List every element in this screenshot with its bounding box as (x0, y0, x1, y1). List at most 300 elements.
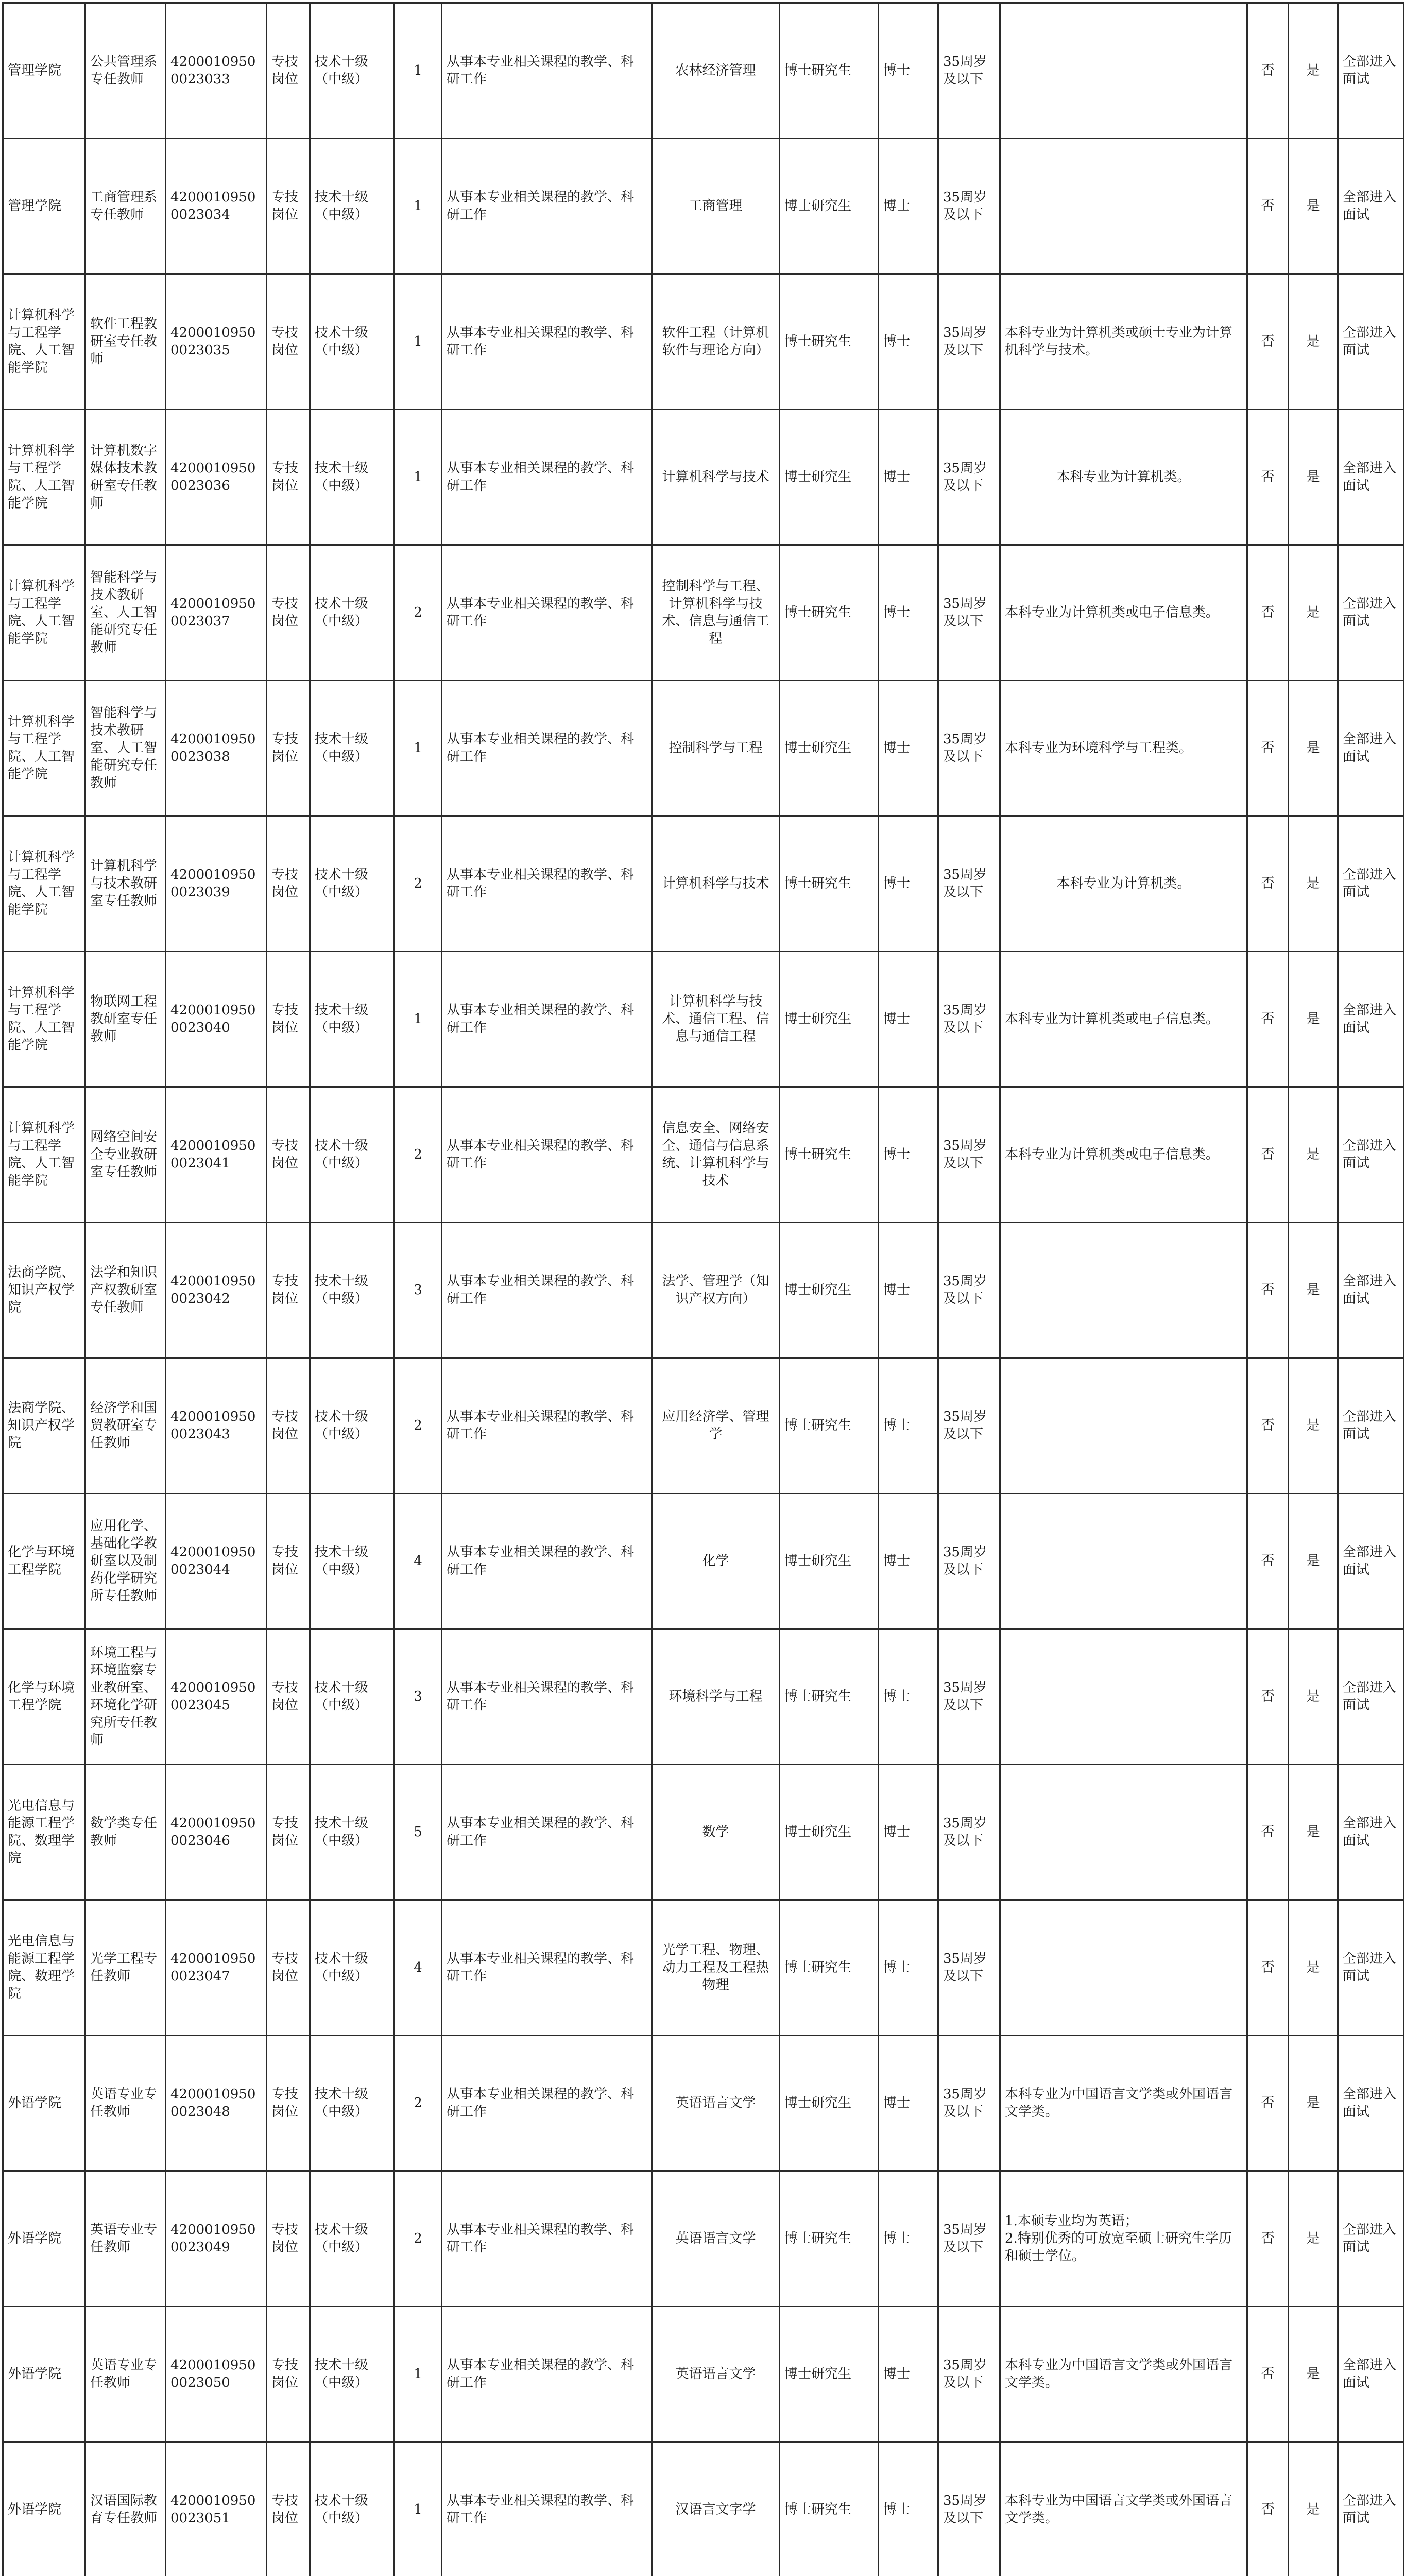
major-cell: 法学、管理学（知识产权方向） (652, 1223, 780, 1358)
degree-cell: 博士 (879, 1629, 938, 1765)
position-type-cell: 专技岗位 (267, 545, 310, 681)
headcount-cell: 2 (395, 1358, 442, 1494)
position-code-cell: 42000109500023036 (166, 410, 267, 545)
flag-no-cell: 否 (1247, 2442, 1289, 2576)
flag-no-cell: 否 (1247, 545, 1289, 681)
major-cell: 应用经济学、管理学 (652, 1358, 780, 1494)
position-level-cell: 技术十级（中级） (310, 681, 395, 816)
table-row (3, 1765, 1404, 1900)
degree-cell: 博士 (879, 1087, 938, 1223)
flag-no-cell: 否 (1247, 2171, 1289, 2307)
flag-yes-cell: 是 (1289, 1494, 1338, 1629)
exam-method-cell: 全部进入面试 (1338, 1223, 1404, 1358)
flag-yes-cell: 是 (1289, 681, 1338, 816)
headcount-cell: 1 (395, 410, 442, 545)
degree-cell: 博士 (879, 2307, 938, 2442)
position-type-cell: 专技岗位 (267, 2307, 310, 2442)
table-row (3, 1494, 1404, 1629)
flag-yes-cell: 是 (1289, 3, 1338, 139)
flag-no-cell: 否 (1247, 1765, 1289, 1900)
other-requirements-cell: 本科专业为中国语言文学类或外国语言文学类。 (1000, 2442, 1247, 2576)
table-row (3, 2442, 1404, 2576)
flag-no-cell: 否 (1247, 139, 1289, 274)
position-cell: 英语专业专任教师 (85, 2307, 166, 2442)
exam-method-cell: 全部进入面试 (1338, 410, 1404, 545)
headcount-cell: 4 (395, 1900, 442, 2036)
age-cell: 35周岁及以下 (938, 545, 1000, 681)
other-requirements-cell (1000, 1765, 1247, 1900)
position-cell: 工商管理系专任教师 (85, 139, 166, 274)
age-cell: 35周岁及以下 (938, 410, 1000, 545)
other-requirements-cell (1000, 139, 1247, 274)
unit-cell: 法商学院、知识产权学院 (3, 1358, 85, 1494)
position-level-cell: 技术十级（中级） (310, 139, 395, 274)
headcount-cell: 1 (395, 2307, 442, 2442)
duty-cell: 从事本专业相关课程的教学、科研工作 (442, 1629, 652, 1765)
headcount-cell: 3 (395, 1223, 442, 1358)
duty-cell: 从事本专业相关课程的教学、科研工作 (442, 1765, 652, 1900)
unit-cell: 外语学院 (3, 2442, 85, 2576)
headcount-cell: 2 (395, 816, 442, 952)
position-code-cell: 42000109500023049 (166, 2171, 267, 2307)
table-row (3, 681, 1404, 816)
headcount-cell: 1 (395, 274, 442, 410)
exam-method-cell: 全部进入面试 (1338, 274, 1404, 410)
exam-method-cell: 全部进入面试 (1338, 1765, 1404, 1900)
position-type-cell: 专技岗位 (267, 1765, 310, 1900)
unit-cell: 化学与环境工程学院 (3, 1629, 85, 1765)
table-row (3, 2036, 1404, 2171)
duty-cell: 从事本专业相关课程的教学、科研工作 (442, 681, 652, 816)
unit-cell: 外语学院 (3, 2307, 85, 2442)
duty-cell: 从事本专业相关课程的教学、科研工作 (442, 952, 652, 1087)
duty-cell: 从事本专业相关课程的教学、科研工作 (442, 3, 652, 139)
major-cell: 英语语言文学 (652, 2171, 780, 2307)
exam-method-cell: 全部进入面试 (1338, 3, 1404, 139)
education-cell: 博士研究生 (780, 816, 879, 952)
headcount-cell: 1 (395, 952, 442, 1087)
position-cell: 计算机科学与技术教研室专任教师 (85, 816, 166, 952)
major-cell: 数学 (652, 1765, 780, 1900)
unit-cell: 光电信息与能源工程学院、数理学院 (3, 1900, 85, 2036)
duty-cell: 从事本专业相关课程的教学、科研工作 (442, 816, 652, 952)
education-cell: 博士研究生 (780, 545, 879, 681)
degree-cell: 博士 (879, 410, 938, 545)
duty-cell: 从事本专业相关课程的教学、科研工作 (442, 545, 652, 681)
table-row (3, 1629, 1404, 1765)
flag-no-cell: 否 (1247, 2036, 1289, 2171)
age-cell: 35周岁及以下 (938, 1629, 1000, 1765)
flag-yes-cell: 是 (1289, 1358, 1338, 1494)
education-cell: 博士研究生 (780, 274, 879, 410)
other-requirements-cell: 本科专业为环境科学与工程类。 (1000, 681, 1247, 816)
duty-cell: 从事本专业相关课程的教学、科研工作 (442, 2307, 652, 2442)
unit-cell: 外语学院 (3, 2171, 85, 2307)
exam-method-cell: 全部进入面试 (1338, 816, 1404, 952)
degree-cell: 博士 (879, 952, 938, 1087)
unit-cell: 计算机科学与工程学院、人工智能学院 (3, 1087, 85, 1223)
position-code-cell: 42000109500023041 (166, 1087, 267, 1223)
headcount-cell: 2 (395, 2171, 442, 2307)
age-cell: 35周岁及以下 (938, 1223, 1000, 1358)
major-cell: 工商管理 (652, 139, 780, 274)
position-level-cell: 技术十级（中级） (310, 2171, 395, 2307)
other-requirements-cell (1000, 1629, 1247, 1765)
degree-cell: 博士 (879, 2442, 938, 2576)
education-cell: 博士研究生 (780, 1900, 879, 2036)
position-level-cell: 技术十级（中级） (310, 816, 395, 952)
major-cell: 化学 (652, 1494, 780, 1629)
flag-no-cell: 否 (1247, 1494, 1289, 1629)
position-level-cell: 技术十级（中级） (310, 2307, 395, 2442)
duty-cell: 从事本专业相关课程的教学、科研工作 (442, 1900, 652, 2036)
position-level-cell: 技术十级（中级） (310, 545, 395, 681)
unit-cell: 计算机科学与工程学院、人工智能学院 (3, 816, 85, 952)
table-row (3, 1358, 1404, 1494)
major-cell: 英语语言文学 (652, 2036, 780, 2171)
major-cell: 光学工程、物理、动力工程及工程热物理 (652, 1900, 780, 2036)
position-type-cell: 专技岗位 (267, 952, 310, 1087)
major-cell: 环境科学与工程 (652, 1629, 780, 1765)
education-cell: 博士研究生 (780, 3, 879, 139)
position-cell: 公共管理系专任教师 (85, 3, 166, 139)
position-type-cell: 专技岗位 (267, 2036, 310, 2171)
position-level-cell: 技术十级（中级） (310, 2442, 395, 2576)
major-cell: 农林经济管理 (652, 3, 780, 139)
position-code-cell: 42000109500023050 (166, 2307, 267, 2442)
flag-no-cell: 否 (1247, 1358, 1289, 1494)
flag-yes-cell: 是 (1289, 1900, 1338, 2036)
degree-cell: 博士 (879, 1494, 938, 1629)
degree-cell: 博士 (879, 1223, 938, 1358)
exam-method-cell: 全部进入面试 (1338, 2442, 1404, 2576)
flag-yes-cell: 是 (1289, 952, 1338, 1087)
position-type-cell: 专技岗位 (267, 1629, 310, 1765)
education-cell: 博士研究生 (780, 139, 879, 274)
duty-cell: 从事本专业相关课程的教学、科研工作 (442, 1223, 652, 1358)
flag-yes-cell: 是 (1289, 410, 1338, 545)
position-code-cell: 42000109500023042 (166, 1223, 267, 1358)
flag-no-cell: 否 (1247, 3, 1289, 139)
unit-cell: 管理学院 (3, 139, 85, 274)
position-level-cell: 技术十级（中级） (310, 1223, 395, 1358)
education-cell: 博士研究生 (780, 2171, 879, 2307)
exam-method-cell: 全部进入面试 (1338, 952, 1404, 1087)
education-cell: 博士研究生 (780, 1223, 879, 1358)
degree-cell: 博士 (879, 2036, 938, 2171)
position-code-cell: 42000109500023038 (166, 681, 267, 816)
position-code-cell: 42000109500023043 (166, 1358, 267, 1494)
degree-cell: 博士 (879, 3, 938, 139)
age-cell: 35周岁及以下 (938, 2307, 1000, 2442)
position-code-cell: 42000109500023047 (166, 1900, 267, 2036)
degree-cell: 博士 (879, 1765, 938, 1900)
flag-yes-cell: 是 (1289, 139, 1338, 274)
position-cell: 光学工程专任教师 (85, 1900, 166, 2036)
flag-yes-cell: 是 (1289, 2036, 1338, 2171)
headcount-cell: 1 (395, 3, 442, 139)
age-cell: 35周岁及以下 (938, 1494, 1000, 1629)
age-cell: 35周岁及以下 (938, 2036, 1000, 2171)
exam-method-cell: 全部进入面试 (1338, 1358, 1404, 1494)
degree-cell: 博士 (879, 1358, 938, 1494)
education-cell: 博士研究生 (780, 1494, 879, 1629)
position-cell: 物联网工程教研室专任教师 (85, 952, 166, 1087)
major-cell: 控制科学与工程 (652, 681, 780, 816)
table-row (3, 3, 1404, 139)
exam-method-cell: 全部进入面试 (1338, 1494, 1404, 1629)
position-type-cell: 专技岗位 (267, 274, 310, 410)
position-type-cell: 专技岗位 (267, 1358, 310, 1494)
degree-cell: 博士 (879, 816, 938, 952)
position-level-cell: 技术十级（中级） (310, 3, 395, 139)
position-type-cell: 专技岗位 (267, 410, 310, 545)
flag-no-cell: 否 (1247, 681, 1289, 816)
position-cell: 软件工程教研室专任教师 (85, 274, 166, 410)
position-code-cell: 42000109500023035 (166, 274, 267, 410)
position-code-cell: 42000109500023040 (166, 952, 267, 1087)
table-row (3, 1900, 1404, 2036)
flag-no-cell: 否 (1247, 410, 1289, 545)
age-cell: 35周岁及以下 (938, 681, 1000, 816)
position-type-cell: 专技岗位 (267, 2171, 310, 2307)
position-level-cell: 技术十级（中级） (310, 410, 395, 545)
flag-no-cell: 否 (1247, 1087, 1289, 1223)
position-cell: 应用化学、基础化学教研室以及制药化学研究所专任教师 (85, 1494, 166, 1629)
duty-cell: 从事本专业相关课程的教学、科研工作 (442, 1087, 652, 1223)
unit-cell: 法商学院、知识产权学院 (3, 1223, 85, 1358)
flag-no-cell: 否 (1247, 816, 1289, 952)
headcount-cell: 4 (395, 1494, 442, 1629)
exam-method-cell: 全部进入面试 (1338, 139, 1404, 274)
unit-cell: 管理学院 (3, 3, 85, 139)
flag-yes-cell: 是 (1289, 1087, 1338, 1223)
other-requirements-cell: 本科专业为计算机类或硕士专业为计算机科学与技术。 (1000, 274, 1247, 410)
headcount-cell: 5 (395, 1765, 442, 1900)
education-cell: 博士研究生 (780, 1358, 879, 1494)
flag-yes-cell: 是 (1289, 1629, 1338, 1765)
position-level-cell: 技术十级（中级） (310, 1765, 395, 1900)
other-requirements-cell: 本科专业为计算机类或电子信息类。 (1000, 1087, 1247, 1223)
major-cell: 计算机科学与技术、通信工程、信息与通信工程 (652, 952, 780, 1087)
age-cell: 35周岁及以下 (938, 139, 1000, 274)
exam-method-cell: 全部进入面试 (1338, 2171, 1404, 2307)
position-code-cell: 42000109500023033 (166, 3, 267, 139)
age-cell: 35周岁及以下 (938, 2442, 1000, 2576)
table-row (3, 952, 1404, 1087)
age-cell: 35周岁及以下 (938, 1765, 1000, 1900)
other-requirements-cell (1000, 1358, 1247, 1494)
position-level-cell: 技术十级（中级） (310, 952, 395, 1087)
age-cell: 35周岁及以下 (938, 952, 1000, 1087)
other-requirements-cell: 本科专业为计算机类或电子信息类。 (1000, 952, 1247, 1087)
other-requirements-cell: 本科专业为中国语言文学类或外国语言文学类。 (1000, 2036, 1247, 2171)
age-cell: 35周岁及以下 (938, 1900, 1000, 2036)
position-type-cell: 专技岗位 (267, 1900, 310, 2036)
position-level-cell: 技术十级（中级） (310, 274, 395, 410)
education-cell: 博士研究生 (780, 1629, 879, 1765)
other-requirements-cell: 1.本硕专业均为英语； 2.特别优秀的可放宽至硕士研究生学历和硕士学位。 (1000, 2171, 1247, 2307)
table-row (3, 410, 1404, 545)
flag-no-cell: 否 (1247, 1629, 1289, 1765)
table-row (3, 545, 1404, 681)
other-requirements-cell (1000, 1223, 1247, 1358)
degree-cell: 博士 (879, 274, 938, 410)
age-cell: 35周岁及以下 (938, 274, 1000, 410)
duty-cell: 从事本专业相关课程的教学、科研工作 (442, 1358, 652, 1494)
exam-method-cell: 全部进入面试 (1338, 545, 1404, 681)
flag-no-cell: 否 (1247, 1900, 1289, 2036)
duty-cell: 从事本专业相关课程的教学、科研工作 (442, 139, 652, 274)
other-requirements-cell (1000, 1494, 1247, 1629)
age-cell: 35周岁及以下 (938, 1087, 1000, 1223)
position-code-cell: 42000109500023046 (166, 1765, 267, 1900)
exam-method-cell: 全部进入面试 (1338, 1900, 1404, 2036)
table-row (3, 816, 1404, 952)
position-cell: 环境工程与环境监察专业教研室、环境化学研究所专任教师 (85, 1629, 166, 1765)
unit-cell: 光电信息与能源工程学院、数理学院 (3, 1765, 85, 1900)
other-requirements-cell: 本科专业为计算机类。 (1000, 410, 1247, 545)
flag-yes-cell: 是 (1289, 274, 1338, 410)
position-cell: 经济学和国贸教研室专任教师 (85, 1358, 166, 1494)
education-cell: 博士研究生 (780, 410, 879, 545)
duty-cell: 从事本专业相关课程的教学、科研工作 (442, 2036, 652, 2171)
headcount-cell: 2 (395, 1087, 442, 1223)
duty-cell: 从事本专业相关课程的教学、科研工作 (442, 2442, 652, 2576)
other-requirements-cell: 本科专业为中国语言文学类或外国语言文学类。 (1000, 2307, 1247, 2442)
table-row (3, 1087, 1404, 1223)
position-cell: 数学类专任教师 (85, 1765, 166, 1900)
recruitment-table-page (2, 2, 1403, 2576)
headcount-cell: 2 (395, 545, 442, 681)
exam-method-cell: 全部进入面试 (1338, 681, 1404, 816)
position-type-cell: 专技岗位 (267, 681, 310, 816)
position-cell: 法学和知识产权教研室专任教师 (85, 1223, 166, 1358)
headcount-cell: 1 (395, 2442, 442, 2576)
table-row (3, 139, 1404, 274)
flag-yes-cell: 是 (1289, 1223, 1338, 1358)
flag-no-cell: 否 (1247, 274, 1289, 410)
unit-cell: 计算机科学与工程学院、人工智能学院 (3, 681, 85, 816)
unit-cell: 计算机科学与工程学院、人工智能学院 (3, 410, 85, 545)
position-level-cell: 技术十级（中级） (310, 1358, 395, 1494)
major-cell: 计算机科学与技术 (652, 410, 780, 545)
duty-cell: 从事本专业相关课程的教学、科研工作 (442, 2171, 652, 2307)
position-cell: 智能科学与技术教研室、人工智能研究专任教师 (85, 545, 166, 681)
age-cell: 35周岁及以下 (938, 1358, 1000, 1494)
position-code-cell: 42000109500023048 (166, 2036, 267, 2171)
education-cell: 博士研究生 (780, 2307, 879, 2442)
table-row (3, 274, 1404, 410)
headcount-cell: 2 (395, 2036, 442, 2171)
flag-yes-cell: 是 (1289, 2307, 1338, 2442)
education-cell: 博士研究生 (780, 2442, 879, 2576)
headcount-cell: 3 (395, 1629, 442, 1765)
position-code-cell: 42000109500023039 (166, 816, 267, 952)
education-cell: 博士研究生 (780, 952, 879, 1087)
education-cell: 博士研究生 (780, 681, 879, 816)
table-body (3, 3, 1404, 2576)
position-cell: 智能科学与技术教研室、人工智能研究专任教师 (85, 681, 166, 816)
headcount-cell: 1 (395, 139, 442, 274)
major-cell: 软件工程（计算机软件与理论方向） (652, 274, 780, 410)
unit-cell: 计算机科学与工程学院、人工智能学院 (3, 545, 85, 681)
position-cell: 英语专业专任教师 (85, 2036, 166, 2171)
position-type-cell: 专技岗位 (267, 2442, 310, 2576)
exam-method-cell: 全部进入面试 (1338, 2307, 1404, 2442)
position-cell: 英语专业专任教师 (85, 2171, 166, 2307)
table-row (3, 2307, 1404, 2442)
degree-cell: 博士 (879, 1900, 938, 2036)
age-cell: 35周岁及以下 (938, 2171, 1000, 2307)
position-cell: 计算机数字媒体技术教研室专任教师 (85, 410, 166, 545)
flag-no-cell: 否 (1247, 952, 1289, 1087)
major-cell: 计算机科学与技术 (652, 816, 780, 952)
degree-cell: 博士 (879, 139, 938, 274)
education-cell: 博士研究生 (780, 1087, 879, 1223)
flag-yes-cell: 是 (1289, 2442, 1338, 2576)
position-level-cell: 技术十级（中级） (310, 1629, 395, 1765)
other-requirements-cell: 本科专业为计算机类。 (1000, 816, 1247, 952)
degree-cell: 博士 (879, 545, 938, 681)
position-cell: 汉语国际教育专任教师 (85, 2442, 166, 2576)
unit-cell: 化学与环境工程学院 (3, 1494, 85, 1629)
exam-method-cell: 全部进入面试 (1338, 1629, 1404, 1765)
major-cell: 汉语言文字学 (652, 2442, 780, 2576)
position-code-cell: 42000109500023051 (166, 2442, 267, 2576)
flag-yes-cell: 是 (1289, 545, 1338, 681)
major-cell: 英语语言文学 (652, 2307, 780, 2442)
position-level-cell: 技术十级（中级） (310, 1900, 395, 2036)
position-type-cell: 专技岗位 (267, 139, 310, 274)
exam-method-cell: 全部进入面试 (1338, 1087, 1404, 1223)
major-cell: 信息安全、网络安全、通信与信息系统、计算机科学与技术 (652, 1087, 780, 1223)
education-cell: 博士研究生 (780, 2036, 879, 2171)
flag-yes-cell: 是 (1289, 2171, 1338, 2307)
unit-cell: 外语学院 (3, 2036, 85, 2171)
age-cell: 35周岁及以下 (938, 816, 1000, 952)
flag-yes-cell: 是 (1289, 1765, 1338, 1900)
unit-cell: 计算机科学与工程学院、人工智能学院 (3, 274, 85, 410)
other-requirements-cell (1000, 3, 1247, 139)
other-requirements-cell (1000, 1900, 1247, 2036)
position-cell: 网络空间安全专业教研室专任教师 (85, 1087, 166, 1223)
position-code-cell: 42000109500023045 (166, 1629, 267, 1765)
headcount-cell: 1 (395, 681, 442, 816)
duty-cell: 从事本专业相关课程的教学、科研工作 (442, 410, 652, 545)
flag-no-cell: 否 (1247, 1223, 1289, 1358)
position-code-cell: 42000109500023037 (166, 545, 267, 681)
position-level-cell: 技术十级（中级） (310, 1087, 395, 1223)
table-row (3, 2171, 1404, 2307)
position-level-cell: 技术十级（中级） (310, 2036, 395, 2171)
position-type-cell: 专技岗位 (267, 3, 310, 139)
duty-cell: 从事本专业相关课程的教学、科研工作 (442, 1494, 652, 1629)
exam-method-cell: 全部进入面试 (1338, 2036, 1404, 2171)
flag-yes-cell: 是 (1289, 816, 1338, 952)
position-code-cell: 42000109500023034 (166, 139, 267, 274)
education-cell: 博士研究生 (780, 1765, 879, 1900)
age-cell: 35周岁及以下 (938, 3, 1000, 139)
position-code-cell: 42000109500023044 (166, 1494, 267, 1629)
other-requirements-cell: 本科专业为计算机类或电子信息类。 (1000, 545, 1247, 681)
position-level-cell: 技术十级（中级） (310, 1494, 395, 1629)
unit-cell: 计算机科学与工程学院、人工智能学院 (3, 952, 85, 1087)
table-row (3, 1223, 1404, 1358)
position-type-cell: 专技岗位 (267, 1494, 310, 1629)
position-type-cell: 专技岗位 (267, 1087, 310, 1223)
degree-cell: 博士 (879, 2171, 938, 2307)
